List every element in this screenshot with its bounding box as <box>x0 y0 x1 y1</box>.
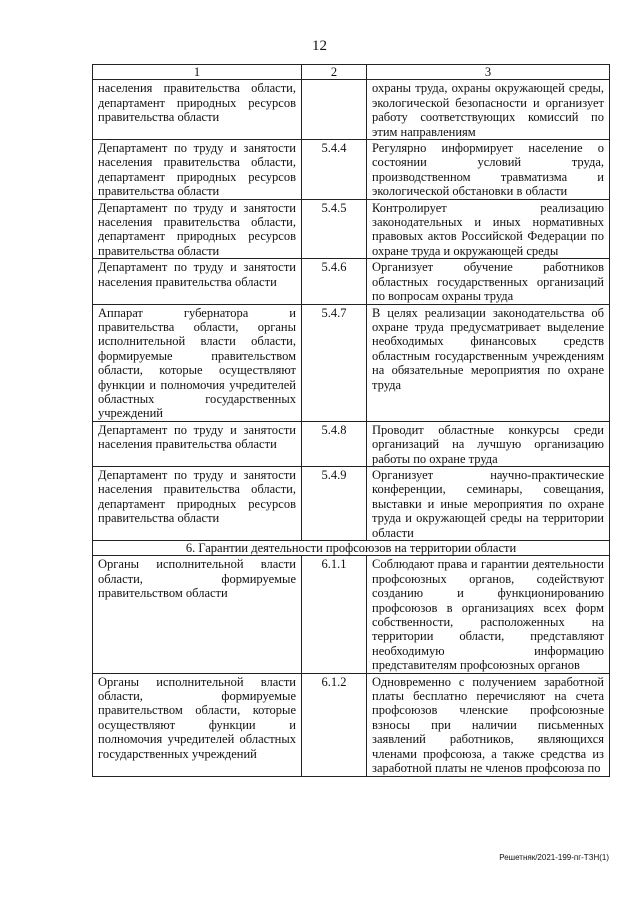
table-row <box>93 466 610 540</box>
item-number-cell: 5.4.6 <box>302 259 367 304</box>
obligation-cell: Одновременно с получением заработной платы бесплатно перечисляют на счета профсоюзов членские профсоюзные взносы при наличии письменных заявлений работников, являющихся членами профсоюза, а также средства из заработной платы не членов профсоюза по <box>367 673 610 776</box>
column-header-3: 3 <box>367 65 610 80</box>
obligation-cell: Проводит областные конкурсы среди организаций на лучшую организацию работы по охране труда <box>367 421 610 466</box>
table-row <box>93 199 610 259</box>
table-row <box>93 673 610 776</box>
obligation-cell: В целях реализации законодательства об охране труда предусматривает выделение необходимых финансовых средств областным государственным учреждениям на обязательные мероприятия по охране труда <box>367 304 610 421</box>
table-row <box>93 421 610 466</box>
obligation-cell: Организует научно-практические конференции, семинары, совещания, выставки и иные мероприятия по охране труда и окружающей среды на территории области <box>367 466 610 540</box>
table-row <box>93 140 610 200</box>
responsible-cell: Аппарат губернатора и правительства области, органы исполнительной власти области, формируемые правительством области, которые осуществляют функции и полномочия учредителей областных государственных учреждений <box>93 304 302 421</box>
responsible-cell: Департамент по труду и занятости населения правительства области, департамент природных ресурсов правительства области <box>93 466 302 540</box>
document-code: Решетняк/2021-199-пг-ТЗН(1) <box>499 853 609 862</box>
table-row <box>93 304 610 421</box>
item-number-cell <box>302 80 367 140</box>
obligation-cell: Организует обучение работников областных государственных организаций по вопросам охраны труда <box>367 259 610 304</box>
page-number: 12 <box>312 38 327 54</box>
item-number-cell: 6.1.2 <box>302 673 367 776</box>
item-number-cell: 5.4.7 <box>302 304 367 421</box>
obligations-table <box>92 64 610 777</box>
obligation-cell: охраны труда, охраны окружающей среды, экологической безопасности и организует работу соответствующих комиссий по этим направлениям <box>367 80 610 140</box>
column-header-1: 1 <box>93 65 302 80</box>
section-row <box>93 541 610 556</box>
table-header-row <box>93 65 610 80</box>
table-row <box>93 556 610 673</box>
item-number-cell: 5.4.4 <box>302 140 367 200</box>
obligation-cell: Регулярно информирует население о состоянии условий труда, производственном травматизма и экологической обстановки в области <box>367 140 610 200</box>
responsible-cell: Департамент по труду и занятости населения правительства области, департамент природных ресурсов правительства области <box>93 199 302 259</box>
table-row <box>93 80 610 140</box>
item-number-cell: 5.4.9 <box>302 466 367 540</box>
section-title: 6. Гарантии деятельности профсоюзов на территории области <box>93 541 610 556</box>
responsible-cell: Органы исполнительной власти области, формируемые правительством области <box>93 556 302 673</box>
column-header-2: 2 <box>302 65 367 80</box>
obligation-cell: Соблюдают права и гарантии деятельности профсоюзных органов, содействуют созданию и функционированию профсоюзов в организациях всех форм собственности, расположенных на территории области, представляют необходимую информацию представителям профсоюзных органов <box>367 556 610 673</box>
responsible-cell: Органы исполнительной власти области, формируемые правительством области, которые осуществляют функции и полномочия учредителей областных государственных учреждений <box>93 673 302 776</box>
item-number-cell: 5.4.5 <box>302 199 367 259</box>
obligation-cell: Контролирует реализацию законодательных и иных нормативных правовых актов Российской Федерации по охране труда и окружающей среды <box>367 199 610 259</box>
item-number-cell: 6.1.1 <box>302 556 367 673</box>
table-row <box>93 259 610 304</box>
responsible-cell: Департамент по труду и занятости населения правительства области, департамент природных ресурсов правительства области <box>93 140 302 200</box>
responsible-cell: населения правительства области, департамент природных ресурсов правительства области <box>93 80 302 140</box>
responsible-cell: Департамент по труду и занятости населения правительства области <box>93 421 302 466</box>
responsible-cell: Департамент по труду и занятости населения правительства области <box>93 259 302 304</box>
item-number-cell: 5.4.8 <box>302 421 367 466</box>
